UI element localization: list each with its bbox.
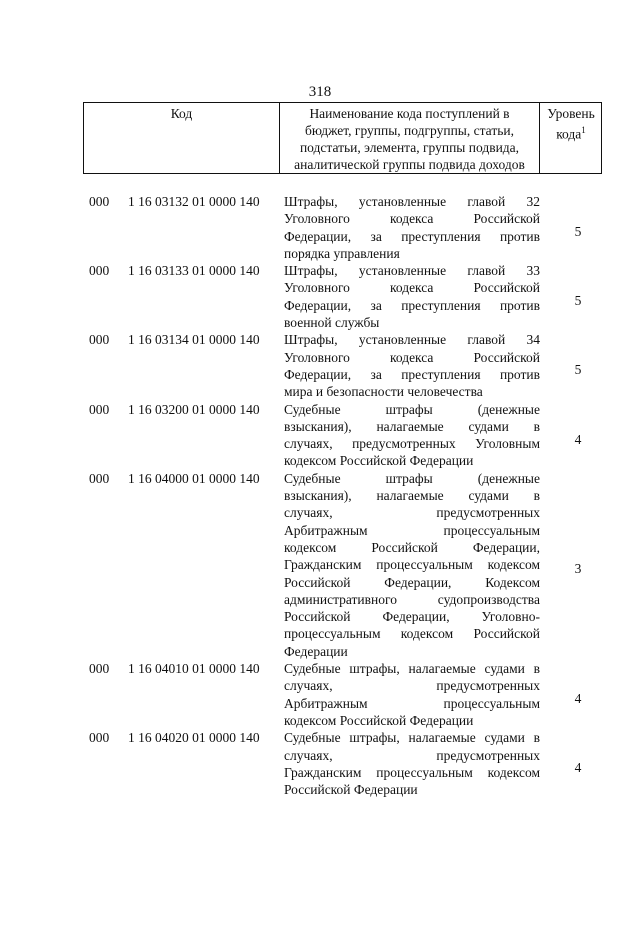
code-description bbox=[284, 729, 540, 798]
description-line: случаях, предусмотренных bbox=[284, 678, 540, 694]
description-line: кодексом Российской Федерации bbox=[284, 712, 474, 728]
description-line: Штрафы, установленные главой 34 bbox=[284, 332, 540, 348]
page-number: 318 bbox=[308, 84, 332, 100]
header-level-line: Уровень bbox=[547, 106, 595, 121]
description-line: Штрафы, установленные главой 32 bbox=[284, 194, 540, 209]
header-code: Код bbox=[84, 103, 280, 173]
admin-code: 000 bbox=[89, 194, 110, 209]
code-description bbox=[284, 193, 540, 262]
header-name-line: бюджет, группы, подгруппы, статьи, bbox=[305, 123, 514, 138]
revenue-code: 1 16 03132 01 0000 140 bbox=[128, 194, 260, 209]
header-name-line: подстатьи, элемента, группы подвида, bbox=[299, 140, 520, 155]
code-description bbox=[284, 262, 540, 331]
code-level: 4 bbox=[574, 431, 582, 447]
description-line: Судебные штрафы (денежные bbox=[284, 401, 540, 417]
description-line: Гражданским процессуальным кодексом bbox=[284, 764, 540, 780]
description-line: Федерации, за преступления против bbox=[284, 297, 540, 313]
header-level bbox=[540, 103, 602, 173]
description-line: Арбитражным процессуальным bbox=[284, 695, 540, 711]
admin-code: 000 bbox=[89, 401, 110, 417]
description-line: процессуальным кодексом Российской bbox=[284, 626, 540, 642]
description-line: взыскания), налагаемые судами в bbox=[284, 418, 540, 434]
code-description bbox=[284, 660, 540, 729]
description-line: Уголовного кодекса Российской bbox=[284, 349, 540, 365]
header-name-line: аналитической группы подвида доходов bbox=[294, 157, 525, 172]
description-line: взыскания), налагаемые судами в bbox=[284, 488, 540, 504]
revenue-code: 1 16 04000 01 0000 140 bbox=[128, 470, 260, 486]
description-line: случаях, предусмотренных bbox=[284, 747, 540, 763]
description-line: Штрафы, установленные главой 33 bbox=[284, 263, 540, 279]
header-level-word: кода bbox=[556, 126, 582, 142]
description-line: случаях, предусмотренных Уголовным bbox=[284, 436, 540, 452]
description-line: Судебные штрафы (денежные bbox=[284, 470, 540, 486]
admin-code: 000 bbox=[89, 661, 110, 677]
revenue-code: 1 16 04020 01 0000 140 bbox=[128, 730, 260, 746]
revenue-code: 1 16 04010 01 0000 140 bbox=[128, 661, 260, 677]
description-line: Арбитражным процессуальным bbox=[284, 522, 540, 538]
description-line: Уголовного кодекса Российской bbox=[284, 211, 540, 227]
revenue-code: 1 16 03133 01 0000 140 bbox=[128, 263, 260, 279]
revenue-code: 1 16 03200 01 0000 140 bbox=[128, 401, 260, 417]
code-description bbox=[284, 470, 540, 660]
footnote-marker: 1 bbox=[581, 125, 586, 135]
code-level: 5 bbox=[574, 362, 582, 378]
description-line: Российской Федерации bbox=[284, 782, 418, 798]
code-description bbox=[284, 401, 540, 470]
description-line: Российской Федерации, Кодексом bbox=[284, 574, 540, 590]
description-line: Российской Федерации, Уголовно- bbox=[284, 609, 540, 625]
code-level: 3 bbox=[574, 561, 582, 577]
description-line: кодексом Российской Федерации, bbox=[284, 539, 540, 555]
description-line: Федерации, за преступления против bbox=[284, 228, 540, 244]
description-line: военной службы bbox=[284, 315, 380, 331]
description-line: порядка управления bbox=[284, 245, 400, 261]
code-level: 5 bbox=[574, 293, 582, 309]
code-description bbox=[284, 331, 540, 400]
description-line: административного судопроизводства bbox=[284, 591, 540, 607]
description-line: Гражданским процессуальным кодексом bbox=[284, 557, 540, 573]
description-line: Уголовного кодекса Российской bbox=[284, 280, 540, 296]
header-level-line bbox=[540, 122, 602, 143]
description-line: Федерации bbox=[284, 643, 348, 659]
admin-code: 000 bbox=[89, 263, 110, 279]
header-name bbox=[280, 103, 540, 173]
code-level: 4 bbox=[574, 760, 582, 776]
table-header bbox=[83, 102, 602, 174]
description-line: кодексом Российской Федерации bbox=[284, 453, 474, 469]
description-line: случаях, предусмотренных bbox=[284, 505, 540, 521]
admin-code: 000 bbox=[89, 332, 110, 348]
code-level: 4 bbox=[574, 691, 582, 707]
admin-code: 000 bbox=[89, 730, 110, 746]
code-level: 5 bbox=[574, 223, 582, 239]
description-line: мира и безопасности человечества bbox=[284, 384, 483, 400]
header-name-line: Наименование кода поступлений в bbox=[309, 106, 510, 121]
revenue-code: 1 16 03134 01 0000 140 bbox=[128, 332, 260, 348]
description-line: Судебные штрафы, налагаемые судами в bbox=[284, 661, 540, 677]
description-line: Федерации, за преступления против bbox=[284, 366, 540, 382]
admin-code: 000 bbox=[89, 470, 110, 486]
description-line: Судебные штрафы, налагаемые судами в bbox=[284, 730, 540, 746]
